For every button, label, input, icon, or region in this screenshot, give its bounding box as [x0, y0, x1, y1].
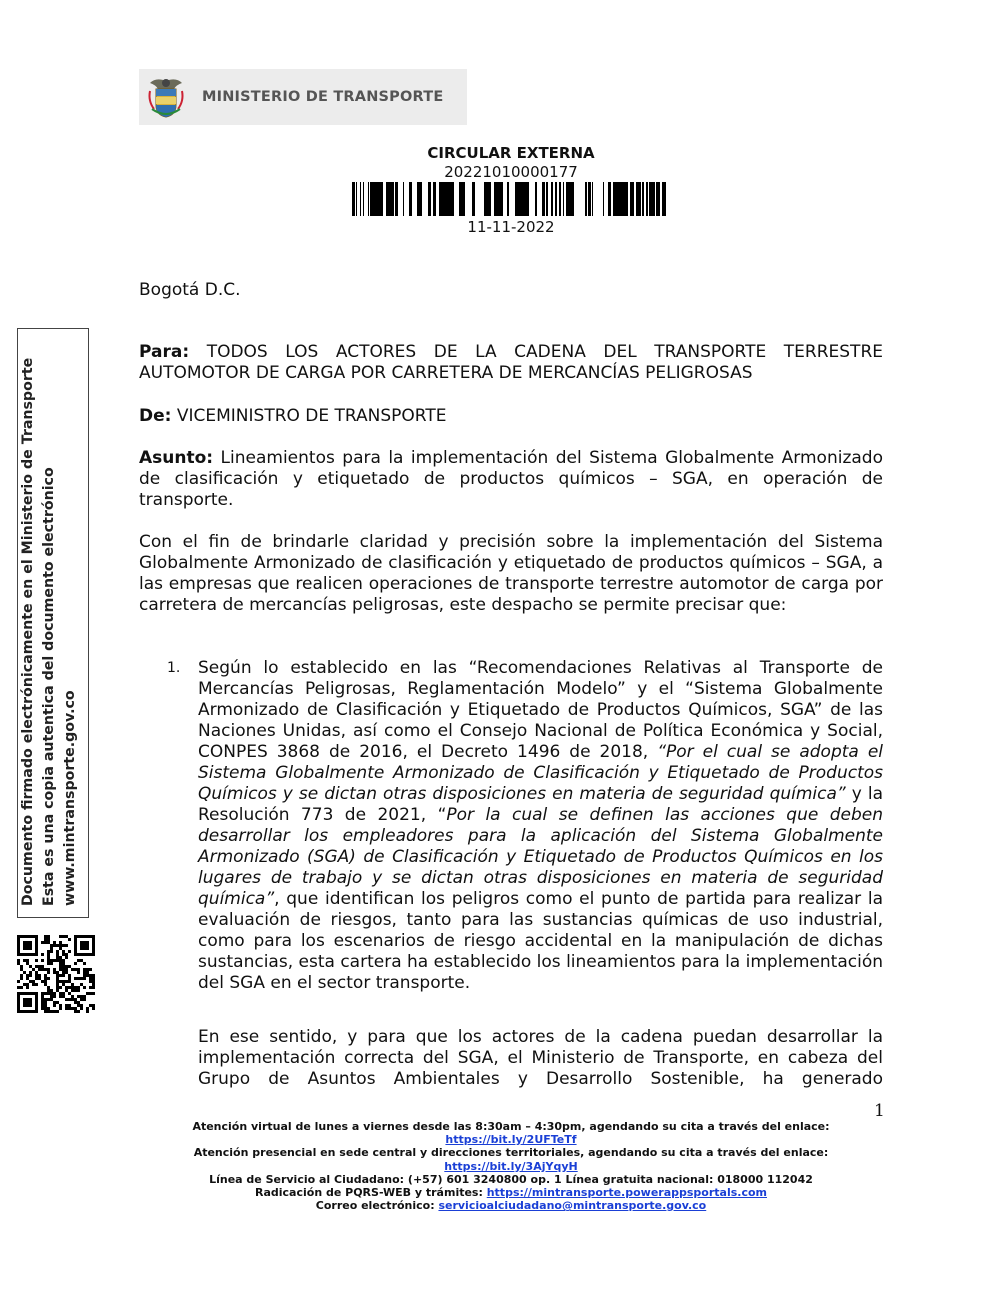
list-item-1: [198, 658, 883, 994]
document-number: 20221010000177: [444, 163, 578, 181]
footer-phone-line: Línea de Servicio al Ciudadano: (+57) 601 3240800 op. 1 Línea gratuita nacional: 018000 112042: [209, 1172, 813, 1186]
item1-text-part1: Según lo establecido en las “Recomendaciones Relativas al Transporte de Mercancías Peligrosas, Reglamentación Modelo” y el “Sistema Globalmente Armonizado de Clasificación y Etiquetado de Productos Químicos, SGA” de las Naciones Unidas, así como el Consejo Nacional de Política Económica y Social, CONPES 3868 de 2016, el Decreto 1496 de 2018,: [198, 658, 883, 762]
footer-link-onsite[interactable]: https://bit.ly/3AjYqyH: [444, 1159, 578, 1173]
footer-link-virtual[interactable]: https://bit.ly/2UFTeTf: [445, 1133, 577, 1147]
asunto-value: Lineamientos para la implementación del Sistema Globalmente Armonizado de clasificación y etiquetado de productos químicos – SGA, en operación de transporte.: [139, 448, 883, 510]
item1-text-part2: y la Resolución 773 de 2021, “: [198, 784, 883, 825]
intro-paragraph: Con el fin de brindarle claridad y precisión sobre la implementación del Sistema Globalmente Armonizado de clasificación y etiquetado de productos químicos – SGA, a las empresas que realicen operaciones de transporte terrestre automotor de carga por carretera de mercancías peligrosas, este despacho se permite precisar que:: [139, 532, 883, 615]
document-date: 11-11-2022: [467, 218, 555, 236]
footer-onsite-attention: Atención presencial en sede central y direcciones territoriales, agendando su cita a través del enlace:: [193, 1146, 829, 1160]
footer: [0, 1120, 1000, 1212]
footer-pqrs-label: Radicación de PQRS-WEB y trámites:: [254, 1186, 487, 1200]
verification-url: www.mintransporte.gov.co: [62, 690, 78, 906]
qr-code-icon[interactable]: [17, 935, 95, 1013]
footer-link-email[interactable]: servicioalciudadano@mintransporte.gov.co: [438, 1199, 707, 1213]
item1-italic-decree: “Por el cual se adopta el Sistema Globalmente Armonizado de Clasificación y Etiquetado de Productos Químicos y se dictan otras disposiciones en materia de seguridad química”: [198, 742, 883, 804]
de-value: VICEMINISTRO DE TRANSPORTE: [171, 406, 447, 426]
list-item-1-continuation: En ese sentido, y para que los actores de la cadena puedan desarrollar la implementación correcta del SGA, el Ministerio de Transporte, en cabeza del Grupo de Asuntos Ambientales y Desarrollo Sostenible, ha generado: [198, 1027, 883, 1089]
subject-block: [139, 448, 883, 511]
signature-verification-text: [18, 326, 81, 906]
item1-italic-resolution: Por la cual se definen las acciones que deben desarrollar los empleadores para la aplicación del Sistema Globalmente Armonizado (SGA) de Clasificación y Etiquetado de Productos Químicos en los lugares de trabajo y se dictan otras disposiciones en materia de seguridad química”: [198, 805, 884, 909]
list-item-number: 1.: [167, 660, 181, 676]
verification-line-2: Esta es una copia autentica del documento electrónico: [41, 467, 57, 906]
de-label: De:: [139, 406, 172, 426]
footer-link-pqrs[interactable]: https://mintransporte.powerappsportals.com: [486, 1186, 767, 1200]
para-label: Para:: [139, 342, 190, 362]
footer-email-label: Correo electrónico:: [315, 1199, 439, 1213]
asunto-label: Asunto:: [139, 448, 214, 468]
verification-line-1: Documento firmado electrónicamente en el Ministerio de Transporte: [20, 357, 36, 906]
item1-text-part3: , que identifican los peligros como el punto de partida para realizar la evaluación de riesgos, tanto para las sustancias químicas de uso industrial, como para los escenarios de riesgo accidental en la manipulación de dichas sustancias, esta cartera ha establecido los lineamientos para la implementación del SGA en el sector transporte.: [198, 889, 883, 993]
footer-virtual-attention: Atención virtual de lunes a viernes desde las 8:30am – 4:30pm, agendando su cita a través del enlace:: [192, 1120, 830, 1133]
document-type: CIRCULAR EXTERNA: [427, 144, 595, 162]
para-value: TODOS LOS ACTORES DE LA CADENA DEL TRANSPORTE TERRESTRE AUTOMOTOR DE CARGA POR CARRETERA DE MERCANCÍAS PELIGROSAS: [139, 342, 883, 383]
page-number: 1: [874, 1101, 885, 1121]
sender-block: [139, 406, 883, 427]
colombia-coat-of-arms-icon: [146, 75, 186, 119]
document-place: Bogotá D.C.: [139, 280, 241, 300]
recipient-block: [139, 342, 883, 384]
ministry-name: MINISTERIO DE TRANSPORTE: [202, 89, 444, 105]
barcode-icon: [352, 182, 668, 216]
